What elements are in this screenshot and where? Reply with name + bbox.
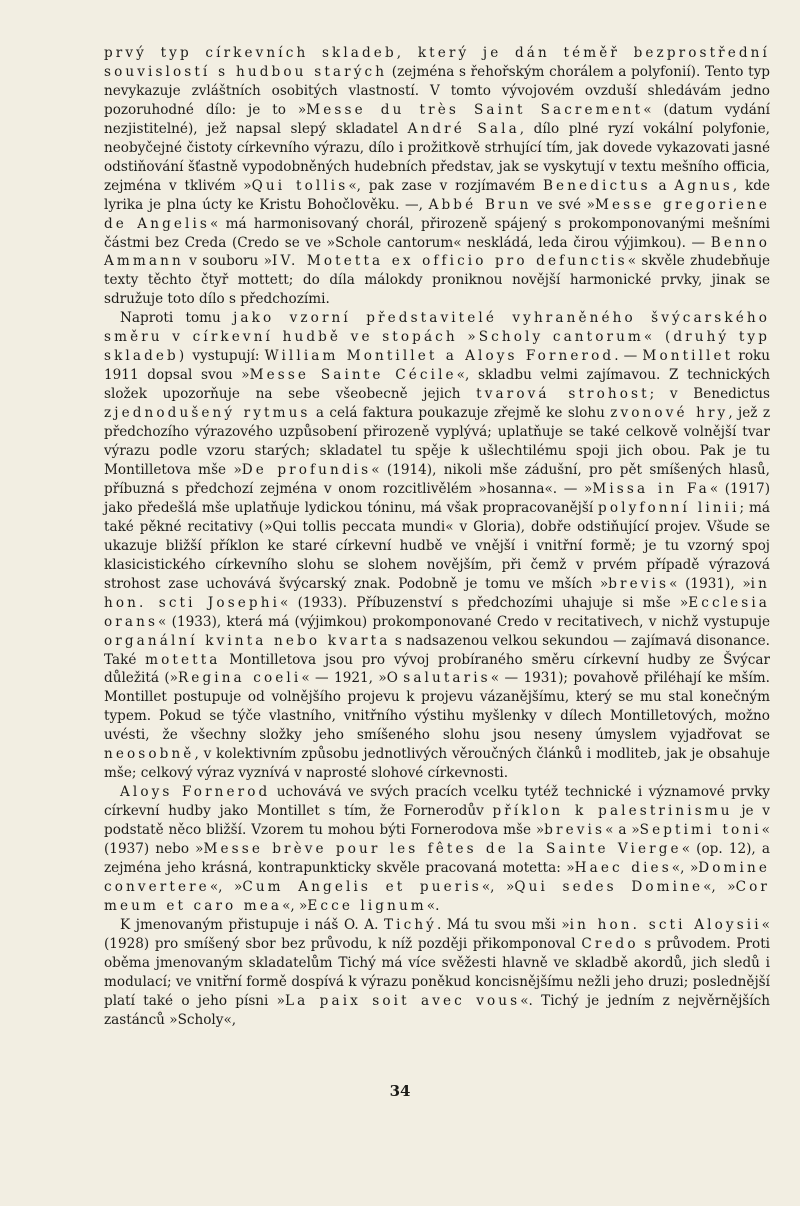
spaced-phrase: organální kvinta nebo kvarta: [104, 632, 391, 649]
text-run: « má harmonisovaný chorál, přirozeně spájený s prokomponovanými mešními částmi bez Creda (Credo se ve »Schole cantorum« neskládá, leda čirou výjimkou). —: [104, 215, 770, 251]
spaced-composer-name: Tichý: [384, 916, 437, 933]
text-run: «, »: [703, 878, 736, 895]
text-run: «, pak zase v rozjímavém: [348, 177, 543, 194]
spaced-phrase: zjednodušený rytmus: [104, 405, 311, 422]
spaced-work-title: Qui sedes Domine: [514, 878, 704, 895]
text-run: , v kolektivním způsobu jednotlivých věroučných článků i modliteb, jak je obsahuje mše; celkový výraz vyznívá v naprosté slohové církevnosti.: [104, 746, 770, 782]
spaced-work-title: Qui tollis: [251, 177, 349, 194]
text-run: « (1937) nebo »: [104, 822, 770, 858]
spaced-work-title: Cor meum et caro mea: [104, 878, 770, 914]
spaced-work-title: Messe Sainte Cécile: [249, 367, 457, 384]
spaced-composer-name: Aloys Fornerod: [120, 784, 271, 801]
paragraph: [104, 309, 770, 783]
text-run: « (1931), »: [669, 575, 751, 592]
body-text: [104, 44, 770, 1030]
spaced-phrase: příklon k palestrinismu: [492, 803, 733, 820]
text-run: v souboru »: [183, 253, 272, 270]
spaced-work-title: in hon. scti Aloysii: [569, 916, 762, 933]
spaced-phrase: jako vzorní představitelé vyhraněného švýcarského směru v církevní hudbě ve stopách »Scholy cantorum« (druhý typ skladeb): [104, 310, 770, 365]
spaced-work-title: in hon. scti Josephi: [104, 575, 770, 611]
text-run: (zejména s řehořským chorálem a polyfonií). Tento typ nevykazuje zvláštních osobitých vlastností. V tomto vývojovém ovzduší shledávám jedno pozoruhodné dílo: je to »: [104, 63, 771, 118]
text-run: «, »: [282, 897, 308, 914]
text-run: « skvěle zhudebňuje texty těchto čtyř mottett; do díla málokdy proniknou novější harmonické prvky, jinak se sdružuje toto dílo s předchozími.: [104, 253, 771, 308]
text-run: « (op. 12), a zejména jeho krásná, kontrapunkticky skvěle pracovaná motetta: »: [104, 841, 770, 876]
text-run: « (1933), která má (výjimkou) prokomponované Credo v recitativech, v nichž vystupuje: [158, 613, 770, 630]
text-run: Montilletova jsou pro vývoj probíraného směru církevní hudby ze Švýcar důležitá (»: [104, 651, 770, 687]
text-run: K jmenovaným přistupuje i náš O. A.: [120, 916, 384, 933]
text-run: uchovává ve svých pracích vcelku tytéž technické i významové prvky církevní hudby jako Montillet s tím, že Fornerodův: [104, 784, 770, 820]
spaced-composer-name: Montillet: [642, 348, 734, 365]
spaced-work-title: La paix soit avec vous: [284, 992, 521, 1009]
text-run: «, »: [671, 859, 699, 876]
spaced-work-title: Regina coeli: [177, 670, 302, 687]
text-run: « — 1921, »O: [301, 670, 404, 687]
text-run: . Má tu svou mši »: [436, 916, 570, 933]
text-run: s nadsazenou velkou sekundou — zajímavá disonance. Také: [104, 632, 770, 668]
text-run: , kde lyrika je plna úcty ke Kristu Bohočlověku. —,: [104, 177, 770, 213]
spaced-composer-name: Abbé Brun: [428, 196, 532, 213]
text-run: « (1933). Příbuzenství s předchozími uhajuje si mše »: [280, 594, 689, 611]
spaced-work-title: Cum Angelis et pueris: [242, 878, 482, 895]
spaced-phrase: zvonové hry: [610, 405, 729, 422]
text-run: . —: [614, 348, 643, 365]
spaced-work-title: Benedictus: [542, 177, 651, 194]
text-run: , dílo plné ryzí vokální polyfonie, neobyčejné čistoty církevního výrazu, dílo i prožitkově strhující tím, jak dovede vykazovati jasné odstiňování šťastně vypodobněných hudebních představ, jak se vyskytují v textu mešního officia, zejména v tklivém »: [104, 120, 771, 194]
text-run: «. Tichý je jedním z nejvěrnějších zastánců »Scholy«,: [104, 992, 770, 1028]
spaced-work-title: Messe brève pour les fêtes de la Sainte Vierge: [203, 841, 682, 858]
spaced-work-title: salutaris: [403, 670, 491, 687]
text-run: « (1917) jako předešlá mše uplatňuje lydickou tóninu, má však propracovanější: [104, 480, 770, 516]
text-run: « — 1931); povahově přiléhají ke mším. Montillet postupuje od volnějšího projevu k projevu vázanějšímu, který se mu stal konečným typem. Pokud se týče vlastního, vnitřního výstihu myšlenky v dílech Montilletových, možno uvésti, že všechny složky jeho smíšeného slohu jsou neseny úmyslem vyjadřovat se: [104, 670, 770, 744]
spaced-phrase: neosobně: [104, 746, 195, 763]
text-run: je v podstatě něco bližší. Vzorem tu mohou býti Fornerodova mše »: [104, 803, 770, 839]
spaced-work-title: Agnus: [674, 177, 733, 194]
spaced-work-title: Missa in Fa: [592, 480, 710, 497]
spaced-phrase: tvarová strohost: [476, 386, 650, 403]
spaced-work-title: Domine convertere: [104, 859, 770, 895]
spaced-composer-name: Benno Ammann: [104, 234, 770, 270]
spaced-work-title: De profundis: [241, 461, 372, 478]
text-run: «.: [426, 897, 440, 914]
text-run: roku 1911 dopsal svou »: [104, 348, 771, 384]
text-run: a: [650, 177, 675, 194]
text-run: Naproti tomu: [120, 310, 234, 327]
paragraph: [104, 916, 770, 1030]
text-run: ; v Benedictus: [649, 386, 770, 403]
text-run: «, skladbu velmi zajímavou. Z technických složek upozorňuje na sebe všeobecně jejich: [104, 367, 770, 403]
spaced-composer-name: William Montillet a Aloys Fornerod: [264, 348, 615, 365]
spaced-work-title: Ecclesia orans: [104, 594, 771, 630]
text-run: ; má také pěkné recitativy (»Qui tollis peccata mundi« v Gloria), dobře odstiňující projev. Všude se ukazuje bližší příklon ke staré církevní hudbě ve vnější i vnitřní formě; je tu vzorný spoj klasicistického církevního slohu se slohem novějším, při čemž v prvém případě výrazová strohost zase uchovává švýcarský znak. Podobně je tomu ve mších »: [104, 499, 770, 592]
text-run: « (1928) pro smíšený sbor bez průvodu, k níž později přikomponoval: [104, 916, 770, 952]
spaced-phrase: polyfonní linii: [598, 499, 740, 516]
paragraph: [104, 44, 770, 309]
spaced-work-title: brevis: [544, 822, 606, 839]
text-run: a celá faktura poukazuje zřejmě ke slohu: [310, 405, 611, 422]
text-run: « (datum vydání nezjistitelné), jež napsal slepý skladatel: [104, 101, 770, 137]
page-number: 34: [389, 1082, 411, 1100]
text-run: «, »: [481, 878, 515, 895]
spaced-work-title: Haec dies: [574, 859, 672, 876]
text-run: vystupují:: [187, 348, 265, 365]
text-run: « a »: [605, 822, 640, 839]
spaced-work-title: Credo: [581, 935, 639, 952]
text-run: ve své »: [531, 196, 595, 213]
spaced-composer-name: André Sala: [407, 120, 520, 137]
text-run: , jež z předchozího výrazového uzpůsobení přirozeně vyplývá; uplatňuje se také celkově volnější tvar výrazu podle vzoru starých; skladatel tu spěje k ušlechtilému spoji jich obou. Pak je tu Montilletova mše »: [104, 405, 770, 478]
spaced-work-title: brevis: [608, 575, 670, 592]
text-run: s průvodem. Proti oběma jmenovaným skladatelům Tichý má více svěžesti hlavně ve skladbě akordů, jich sledů i modulací; ve vnitřní formě dospívá k výrazu poněkud koncisnějšímu nežli jeho druzi; poslednější platí také o jeho písni »: [104, 935, 770, 1009]
spaced-phrase: motetta: [145, 651, 221, 668]
spaced-work-title: Messe du très Saint Sacrement: [306, 101, 644, 118]
spaced-phrase: prvý typ církevních skladeb, který je dán téměř bezprostřední souvislostí s hudbou starých: [104, 45, 770, 80]
text-run: « (1914), nikoli mše zádušní, pro pět smíšených hlasů, příbuzná s předchozí zejména v onom rozcitlivělém »hosanna«. — »: [104, 461, 770, 497]
spaced-work-title: Ecce lignum: [307, 897, 427, 914]
spaced-work-title: Messe gregoriene de Angelis: [104, 196, 771, 232]
paragraph: [104, 783, 770, 916]
spaced-work-title: Septimi toni: [639, 822, 762, 839]
spaced-work-title: IV. Motetta ex officio pro defunctis: [271, 253, 628, 270]
text-run: «, »: [209, 878, 243, 895]
